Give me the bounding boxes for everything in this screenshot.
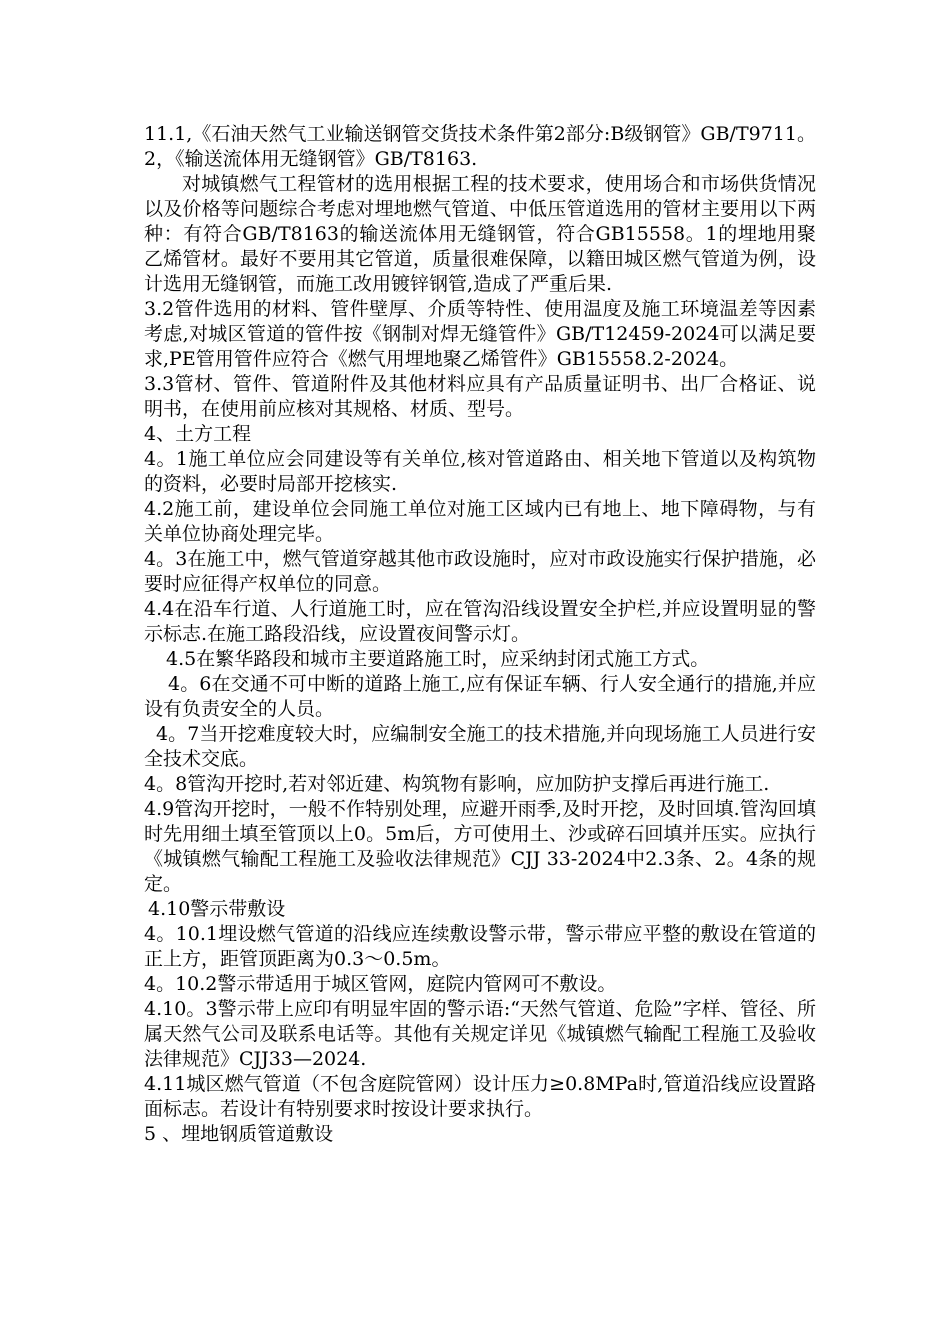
- paragraph-4-8: 4。8管沟开挖时,若对邻近建、构筑物有影响，应加防护支撑后再进行施工.: [144, 773, 770, 795]
- paragraph-4-10-1: 4。10.1埋设燃气管道的沿线应连续敷设警示带，警示带应平整的敷设在管道的正上方，距管顶距离为0.3～0.5m。: [144, 923, 816, 970]
- paragraph-3-3: 3.3管材、管件、管道附件及其他材料应具有产品质量证明书、出厂合格证、说明书，在使用前应核对其规格、材质、型号。: [144, 373, 816, 420]
- paragraph-pipe-selection: 对城镇燃气工程管材的选用根据工程的技术要求，使用场合和市场供货情况以及价格等问题综合考虑对埋地燃气管道、中低压管道选用的管材主要用以下两种：有符合GB/T8163的输送流体用无缝钢管，符合GB15558。1的埋地用聚乙烯管材。最好不要用其它管道，质量很难保障，以籍田城区燃气管道为例，设计选用无缝钢管，而施工改用镀锌钢管,造成了严重后果.: [144, 173, 816, 295]
- paragraph-4-7: 4。7当开挖难度较大时，应编制安全施工的技术措施,并向现场施工人员进行安全技术交底。: [144, 723, 816, 770]
- paragraph-3-2: 3.2管件选用的材料、管件壁厚、介质等特性、使用温度及施工环境温差等因素考虑,对城区管道的管件按《钢制对焊无缝管件》GB/T12459-2024可以满足要求,PE管用管件应符合《燃气用埋地聚乙烯管件》GB15558.2-2024。: [144, 298, 816, 370]
- paragraph-4-11: 4.11城区燃气管道（不包含庭院管网）设计压力≥0.8MPa时,管道沿线应设置路面标志。若设计有特别要求时按设计要求执行。: [144, 1073, 816, 1120]
- paragraph-4-5: 4.5在繁华路段和城市主要道路施工时，应采纳封闭式施工方式。: [166, 648, 710, 670]
- paragraph-4-10-heading: 4.10警示带敷设: [148, 898, 286, 920]
- document-body: [144, 122, 816, 1147]
- paragraph-4-4: 4.4在沿车行道、人行道施工时，应在管沟沿线设置安全护栏,并应设置明显的警示标志.在施工路段沿线，应设置夜间警示灯。: [144, 598, 816, 645]
- paragraph-4-10-2: 4。10.2警示带适用于城区管网，庭院内管网可不敷设。: [144, 973, 617, 995]
- paragraph-4-10-3: 4.10。3警示带上应印有明显牢固的警示语:“天然气管道、危险”字样、管径、所属天然气公司及联系电话等。其他有关规定详见《城镇燃气输配工程施工及验收法律规范》CJJ33—2024.: [144, 998, 816, 1070]
- paragraph-4-1: 4。1施工单位应会同建设等有关单位,核对管道路由、相关地下管道以及构筑物的资料，必要时局部开挖核实.: [144, 448, 816, 495]
- paragraph-1-1-standards: 11.1,《石油天然气工业输送钢管交货技术条件第2部分:B级钢管》GB/T9711。2，《输送流体用无缝钢管》GB/T8163.: [144, 123, 816, 170]
- section-heading-5: 5 、埋地钢质管道敷设: [144, 1123, 334, 1145]
- paragraph-4-2: 4.2施工前，建设单位会同施工单位对施工区域内已有地上、地下障碍物，与有关单位协商处理完毕。: [144, 498, 816, 545]
- paragraph-4-3: 4。3在施工中，燃气管道穿越其他市政设施时，应对市政设施实行保护措施，必要时应征得产权单位的同意。: [144, 548, 816, 595]
- section-heading-4: 4、土方工程: [144, 423, 252, 445]
- paragraph-4-9: 4.9管沟开挖时，一般不作特别处理，应避开雨季,及时开挖，及时回填.管沟回填时先用细土填至管顶以上0。5m后，方可使用土、沙或碎石回填并压实。应执行《城镇燃气输配工程施工及验收法律规范》CJJ 33-2024中2.3条、2。4条的规定。: [144, 798, 816, 895]
- paragraph-4-6: 4。6在交通不可中断的道路上施工,应有保证车辆、行人安全通行的措施,并应设有负责安全的人员。: [144, 673, 816, 720]
